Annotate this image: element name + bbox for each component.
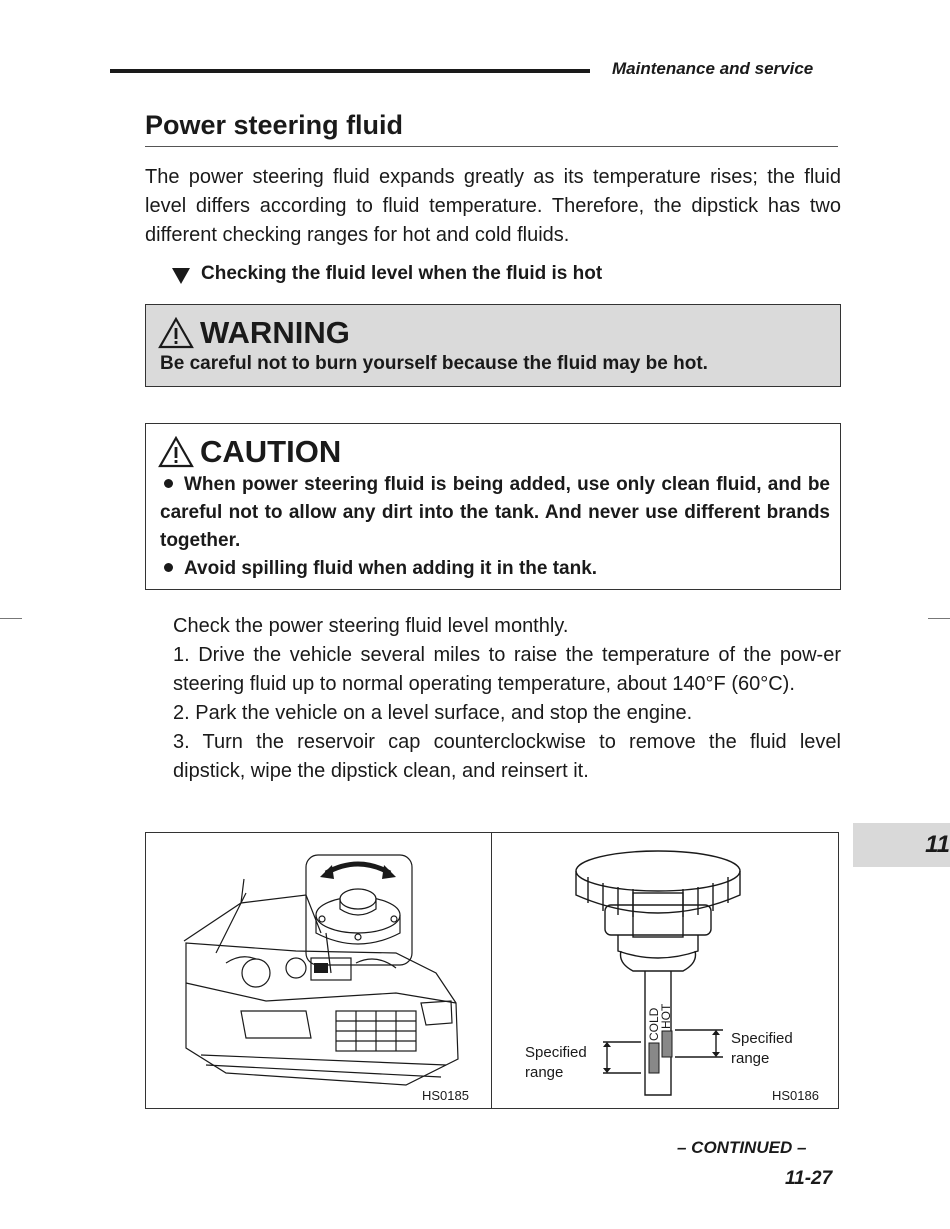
down-triangle-icon xyxy=(172,268,190,284)
chapter-tab xyxy=(853,823,950,867)
specified-range-label-left: Specified range xyxy=(525,1044,587,1081)
caution-item xyxy=(160,555,830,583)
warning-label: WARNING xyxy=(200,315,350,350)
figure-divider xyxy=(491,832,492,1109)
figure-code-right: HS0186 xyxy=(772,1088,819,1103)
dipstick-cold-label: COLD xyxy=(647,1007,661,1041)
page-number: 11-27 xyxy=(785,1168,833,1189)
engine-bay-illustration xyxy=(146,833,490,1108)
procedure-steps xyxy=(173,612,841,786)
bullet-icon xyxy=(164,563,173,572)
step-item: 2. Park the vehicle on a level surface, and stop the engine. xyxy=(173,702,693,724)
continued-label: – CONTINUED – xyxy=(677,1138,807,1157)
step-intro: Check the power steering fluid level monthly. xyxy=(173,615,569,637)
caution-triangle-icon xyxy=(158,436,194,468)
caution-label: CAUTION xyxy=(200,434,342,469)
caution-heading xyxy=(158,434,341,470)
dipstick-hot-label: HOT xyxy=(659,1003,673,1029)
page-title: Power steering fluid xyxy=(145,110,404,140)
left-margin-tick xyxy=(0,618,22,619)
warning-text: Be careful not to burn yourself because the fluid may be hot. xyxy=(160,353,708,374)
caution-item-text: Avoid spilling fluid when adding it in the tank. xyxy=(184,558,598,579)
figure-code-left: HS0185 xyxy=(422,1088,469,1103)
chapter-tab-number: 11 xyxy=(925,831,950,858)
specified-range-label-right: Specified range xyxy=(731,1030,793,1067)
caution-list xyxy=(160,471,830,583)
warning-triangle-icon xyxy=(158,317,194,349)
caution-item xyxy=(160,471,830,555)
right-margin-tick xyxy=(928,618,950,619)
section-label: Maintenance and service xyxy=(612,59,814,78)
subheading-text: Checking the fluid level when the fluid is hot xyxy=(201,263,603,284)
bullet-icon xyxy=(164,479,173,488)
caution-item-text: When power steering fluid is being added, use only clean fluid, and be careful not to allow any dirt into the tank. And never use different brands together. xyxy=(160,474,830,551)
warning-box xyxy=(145,304,841,387)
caution-box xyxy=(145,423,841,590)
subheading xyxy=(172,263,602,285)
title-rule xyxy=(145,146,838,147)
intro-paragraph: The power steering fluid expands greatly as its temperature rises; the fluid level differs according to fluid temperature. Therefore, the dipstick has two different checking ranges for hot and cold fluids. xyxy=(145,166,841,246)
warning-heading xyxy=(158,315,350,351)
header-rule xyxy=(110,69,590,73)
step-item: 3. Turn the reservoir cap counterclockwise to remove the fluid level dipstick, wipe the dipstick clean, and reinsert it. xyxy=(173,731,841,782)
step-item: 1. Drive the vehicle several miles to raise the temperature of the pow-er steering fluid up to normal operating temperature, about 140°F (60°C). xyxy=(173,644,841,695)
